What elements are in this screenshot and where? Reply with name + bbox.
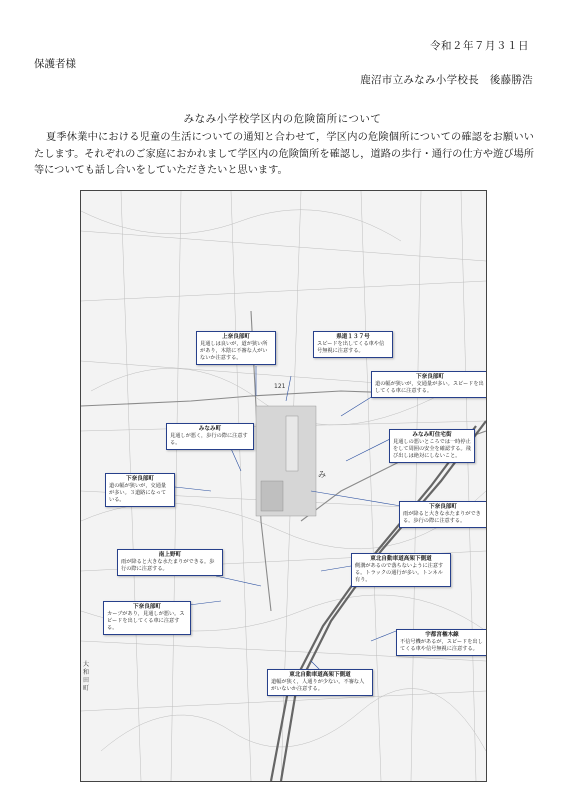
callout-text: スピードを出してくる車や信号無視に注意する。 [317, 341, 385, 354]
callout-title: 宇都宮権木線 [425, 632, 459, 638]
document-title: みなみ小学校学区内の危険箇所について [183, 113, 382, 125]
callout-text: 雨が降ると大きな水たまりができる。歩行の際に注意する。 [403, 511, 481, 524]
callout-title: 南上野町 [158, 552, 182, 558]
callout-shimonarabe-1 [371, 371, 487, 398]
callout-title: 東北自動車道高架下側道 [289, 672, 351, 678]
callout-shimonarabe-4 [103, 601, 191, 635]
addressee: 保護者様 [34, 58, 76, 70]
area-label: 大和田町 [83, 661, 90, 692]
callout-text: 不信号機があるが，スピードを出してくる車や信号無視に注意する。 [400, 639, 483, 652]
callout-kendo-137 [313, 331, 393, 358]
callout-title: 上奈良部町 [222, 334, 250, 340]
callout-text: 道幅が狭く，人通りが少ない。不審な人がいないか注意する。 [271, 679, 365, 692]
callout-text: 道の幅が狭いが，交通量が多い。スピードを出してくる車に注意する。 [375, 381, 484, 394]
callout-title: 下奈良部町 [133, 604, 161, 610]
callout-tohoku-expressway-2 [267, 669, 373, 696]
sender: 鹿沼市立みなみ小学校長 後藤勝浩 [360, 74, 533, 86]
callout-utsunomiya-line [396, 629, 487, 656]
callout-title: 県道１３７号 [336, 334, 370, 340]
callout-text: 側溝があるので落ちないように注意する。トラックの通行が多い。トンネル有り。 [355, 563, 444, 583]
callout-title: 下奈良部町 [416, 374, 444, 380]
callout-tohoku-expressway-1 [351, 553, 451, 587]
route-number-label: 121 [274, 383, 286, 390]
callout-text: 見通しは良いが，道が狭い所があり，木陰に不審な人がいないか注意する。 [200, 341, 268, 361]
callout-title: 東北自動車道高架下側道 [370, 556, 432, 562]
callout-title: 下奈良部町 [429, 504, 457, 510]
callout-minamimachi [166, 423, 254, 450]
callout-text: 見通しの悪いところでは一時停止をして周囲の安全を確認する。飛び出しは絶対にしないこと。 [393, 439, 471, 459]
callout-title: 下奈良部町 [126, 476, 154, 482]
callout-title: みなみ町住宅街 [412, 432, 452, 438]
body-paragraph: 夏季休業中における児童の生活についての通知と合わせて，学区内の危険個所についての確認をお願いいたします。それぞれのご家庭におかれまして学区内の危険箇所を確認し，道路の歩行・通行の仕方や遊び場所等についても話し合いをしていただきたいと思います。 [34, 132, 534, 176]
callout-text: 道の幅が狭いが，交通量が多い。３道路になっている。 [109, 483, 167, 503]
callout-text: カーブがあり，見通しが悪い。スピードを出してくる車に注意する。 [107, 611, 185, 631]
school-district-map [80, 190, 487, 782]
callout-minamiuenomachi [117, 549, 223, 576]
school-label: み [318, 470, 326, 479]
callout-shimonarabe-2 [105, 473, 175, 507]
callout-kaminarabe [196, 331, 276, 365]
callout-text: 雨が降ると大きな水たまりができる。歩行の際に注意する。 [121, 559, 215, 572]
callout-shimonarabe-3 [399, 501, 487, 528]
callout-title: みなみ町 [198, 426, 222, 432]
date: 令和２年７月３１日 [430, 40, 529, 52]
callout-minamimachi-residential [389, 429, 475, 463]
callout-text: 見通しが悪く，歩行の際に注意する。 [170, 433, 248, 446]
